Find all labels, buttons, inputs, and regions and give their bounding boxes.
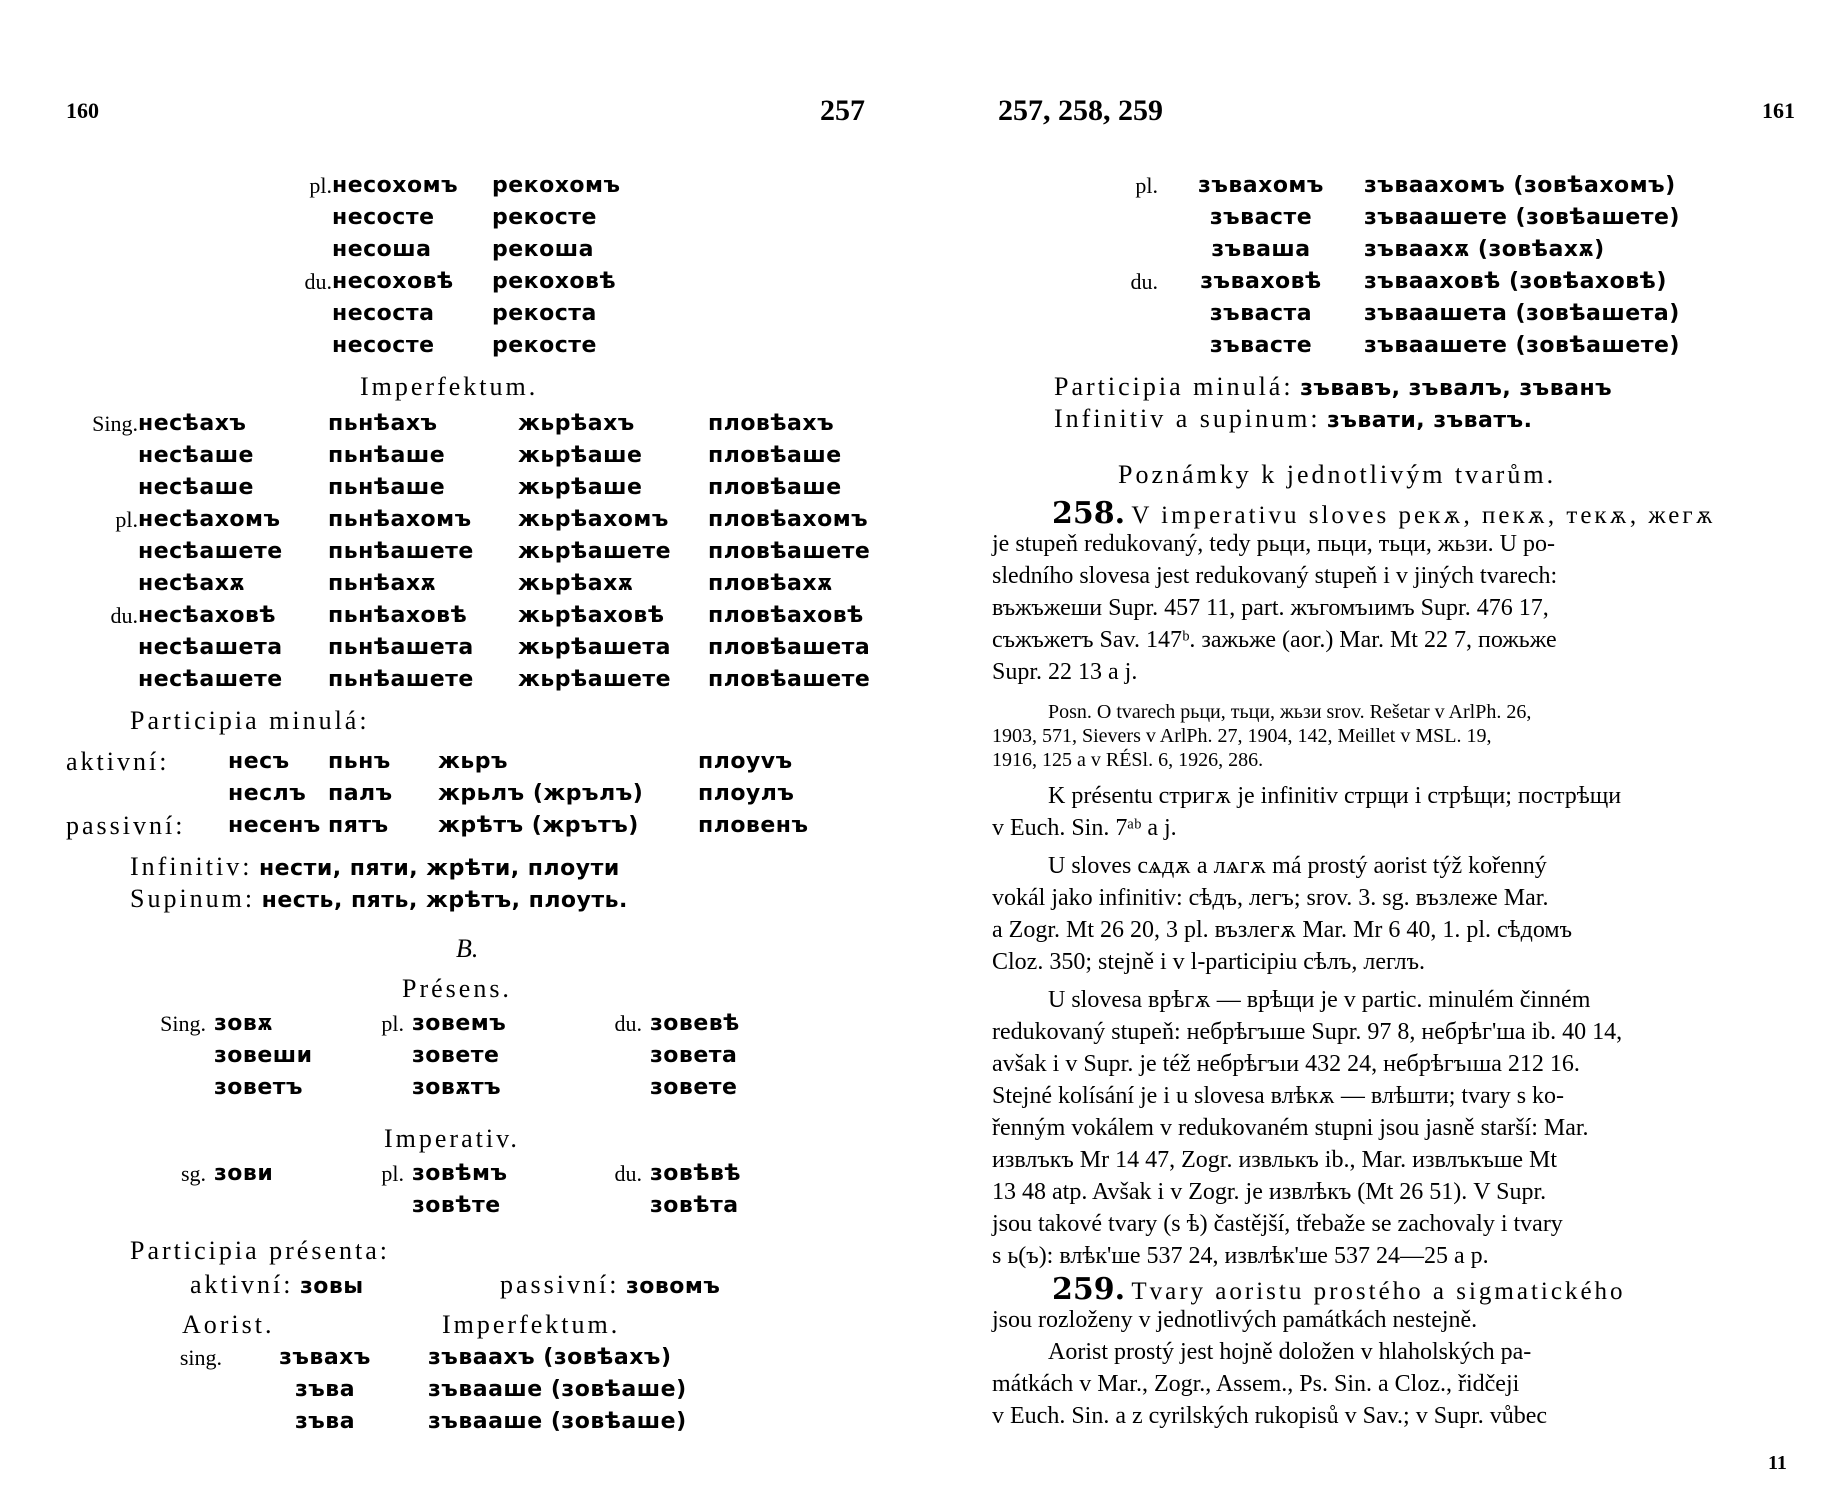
participia-label-right: Participia minulá: — [1054, 372, 1294, 401]
paragraph-u-slovesa — [992, 984, 1622, 1272]
row-label — [594, 1190, 642, 1222]
participia-forms-right: зъвавъ, зъвалъ, зъванъ — [1300, 376, 1613, 401]
row-label: du. — [110, 603, 138, 628]
text-line: vokál jako infinitiv: сѣдъ, легъ; srov. 3. sg. възлеже Mar. — [992, 885, 1549, 911]
text-line: Supr. 22 13 a j. — [992, 659, 1138, 685]
paragraph-259-first-line — [1052, 1272, 1626, 1307]
aorist-form: зъвахъ — [279, 1345, 371, 1370]
aktivni-form: несъ — [228, 749, 290, 774]
row-label — [272, 330, 332, 362]
row-label — [594, 1072, 642, 1104]
text-line: jsou takové tvary (s ѣ) častější, třebaže se zachovaly i tvary — [992, 1211, 1563, 1237]
imperfektum-form: несѣахомъ — [138, 507, 281, 532]
verb-form: зовета — [650, 1043, 738, 1068]
imperfektum-form: пловѣаше — [708, 443, 842, 468]
aorist-form: зъвасте — [1209, 333, 1313, 358]
paragraph-259-first-text: Tvary aoristu prostého a sigmatického — [1131, 1278, 1626, 1305]
text-line: 1903, 571, Sievers v ArlPh. 27, 1904, 142, Meillet v MSL. 19, — [992, 725, 1492, 747]
row-label: du. — [304, 269, 332, 294]
poznamky-heading: Poznámky k jednotlivým tvarům. — [1118, 460, 1557, 489]
paragraph-259-number: 259. — [1052, 1272, 1126, 1307]
row-label: sing. — [179, 1345, 222, 1370]
imperfektum-form: зъваашете (зовѣашете) — [1364, 205, 1680, 230]
section-b-heading: B. — [456, 934, 479, 963]
text-line: въжъжеши Supr. 457 11, part. жъгомъıимъ Supr. 476 17, — [992, 595, 1549, 621]
row-label: Sing. — [160, 1011, 206, 1036]
imperfektum-form: жьрѣахъ — [518, 411, 635, 436]
form-nesti: несосте — [332, 333, 435, 358]
presenta-passivni — [500, 1270, 720, 1300]
aorist-table-nesti — [272, 170, 652, 362]
row-label: pl. — [381, 1011, 404, 1036]
supinum-forms: несть, пять, жрѣтъ, плоуть. — [261, 888, 628, 913]
imperfektum-form: пьнѣаше — [328, 475, 446, 500]
row-label: du. — [614, 1011, 642, 1036]
infinitiv-line — [130, 852, 620, 882]
aorist-form: зъвасте — [1209, 205, 1313, 230]
aorist-form: зъваста — [1209, 301, 1313, 326]
verb-form: зовѣте — [412, 1193, 501, 1218]
imperativ-table — [160, 1158, 752, 1222]
row-label — [1102, 330, 1158, 362]
text-line: a Zogr. Mt 26 20, 3 pl. възлегѫ Mar. Mr 6 40, 1. pl. сѣдомъ — [992, 917, 1573, 943]
form-reshti: рекоша — [492, 237, 594, 262]
text-line: Posn. O tvarech рьци, тьци, жьзи srov. Rešetar v ArlPh. 26, — [1048, 701, 1532, 723]
imperfektum-form: пьнѣаховѣ — [328, 603, 468, 628]
paragraph-u-sloves — [992, 850, 1572, 978]
text-line: Stejné kolísání je i u slovesa влѣкѫ — влѣшти; tvary s ko- — [992, 1083, 1565, 1109]
zvati-table — [1102, 170, 1764, 362]
imperfektum-form: жьрѣаше — [518, 443, 643, 468]
imperfektum-form: зъвaахъ (зовѣахъ) — [428, 1345, 672, 1370]
aktivni-form: плоулъ — [698, 781, 795, 806]
presenta-aktivni — [190, 1270, 364, 1300]
participia-heading: Participia minulá: — [130, 706, 370, 735]
infinitiv-forms: нести, пяти, жрѣти, плоути — [258, 856, 620, 881]
aorist-form: зъваховѣ — [1200, 269, 1322, 294]
row-label: Sing. — [92, 411, 138, 436]
infinitiv-line-right — [1054, 404, 1533, 434]
passivni-form: пловенъ — [698, 813, 809, 838]
form-nesti: несоста — [332, 301, 435, 326]
imperfektum-form: несѣаше — [138, 443, 254, 468]
form-nesti: несохомъ — [332, 173, 459, 198]
text-line: Cloz. 350; stejně i v l-participiu сѣлъ, леглъ. — [992, 949, 1425, 975]
row-label — [1102, 234, 1158, 266]
row-label — [66, 440, 138, 472]
text-line: 1916, 125 a v RÉSl. 6, 1926, 286. — [992, 749, 1264, 771]
paragraph-k-presentu — [992, 780, 1621, 844]
imperfektum-form: несѣаше — [138, 475, 254, 500]
row-label — [66, 568, 138, 600]
aktivni-label: aktivní: — [66, 747, 170, 776]
text-line: извлъкъ Mr 14 47, Zogr. извлькъ ib., Mar. извлъкъше Mt — [992, 1147, 1558, 1173]
row-label: sg. — [180, 1161, 206, 1186]
imperfektum-table — [66, 408, 898, 696]
aorist-imperfektum-table — [150, 1342, 768, 1438]
presenta-passivni-label: passivní: — [500, 1270, 620, 1299]
row-label — [66, 472, 138, 504]
imperfektum-form: жьрѣахомъ — [518, 507, 669, 532]
row-label: du. — [614, 1161, 642, 1186]
row-label — [1102, 298, 1158, 330]
imperfektum-form: жьрѣаше — [518, 475, 643, 500]
imperfektum-form: пловѣашета — [708, 635, 871, 660]
imperfektum-form: пловѣашете — [708, 667, 871, 692]
text-line: K présentu стригѫ je infinitiv стрщи i стрѣщи; пострѣщи — [1048, 783, 1622, 809]
aorist-form: зъва — [294, 1377, 356, 1402]
infinitiv-label-right: Infinitiv a supinum: — [1054, 404, 1321, 433]
passivni-form: несенъ — [228, 813, 321, 838]
imperfektum-form: пловѣашете — [708, 539, 871, 564]
text-line: съжъжетъ Sav. 147ᵇ. зажьже (aor.) Mar. Mt 22 7, пожьже — [992, 627, 1557, 653]
infinitiv-label: Infinitiv: — [130, 852, 253, 881]
verb-form: зовѣта — [650, 1193, 739, 1218]
form-reshti: рекосте — [492, 205, 597, 230]
text-line: 13 48 atp. Avšak i v Zogr. je извлѣкъ (Mt 26 51). V Supr. — [992, 1179, 1547, 1205]
aorist-form: зъваша — [1211, 237, 1311, 262]
row-label: pl. — [115, 507, 138, 532]
text-line: jsou rozloženy v jednotlivých památkách nestejně. — [992, 1307, 1478, 1333]
text-line: řenným vokálem v redukovaném stupni jsou jasně starší: Mar. — [992, 1115, 1589, 1141]
presenta-aktivni-label: aktivní: — [190, 1270, 294, 1299]
aktivni-form: палъ — [328, 781, 393, 806]
infinitiv-forms-right: зъвати, зъватъ. — [1327, 408, 1533, 433]
row-label: pl. — [381, 1161, 404, 1186]
aktivni-form: плоуvъ — [698, 749, 793, 774]
text-line: U slovesa врѣгѫ — врѣщи je v partic. minulém činném — [1048, 987, 1591, 1013]
imperfektum-form: жьрѣашета — [518, 635, 671, 660]
paragraph-259-body — [992, 1304, 1547, 1432]
text-line: avšak i v Supr. je též небрѣгъıи 432 24, небрѣгъıша 212 16. — [992, 1051, 1580, 1077]
row-label — [272, 298, 332, 330]
presenta-passivni-form: зовомъ — [625, 1274, 721, 1299]
passivni-form: жрѣтъ (жрътъ) — [438, 813, 639, 838]
imperfektum-form: зъваaше (зовѣаше) — [428, 1409, 687, 1434]
verb-form — [206, 1190, 356, 1222]
verb-form: зовѣмъ — [412, 1161, 508, 1186]
imperfektum-form: зъваaше (зовѣаше) — [428, 1377, 687, 1402]
row-label: pl. — [309, 173, 332, 198]
participia-line-right — [1054, 372, 1612, 402]
text-line: U sloves сѧдѫ a лѧгѫ má prostý aorist týž kořenný — [1048, 853, 1547, 879]
form-reshti: рекоховѣ — [492, 269, 617, 294]
imperfektum-form: пловѣаше — [708, 475, 842, 500]
row-label: du. — [1130, 269, 1158, 294]
imperfektum-form: несѣахъ — [138, 411, 247, 436]
verb-form: зовемъ — [412, 1011, 507, 1036]
page-number-left: 160 — [66, 98, 99, 123]
row-label — [150, 1374, 222, 1406]
imperfektum-form: несѣаховѣ — [138, 603, 277, 628]
participia-presenta-heading: Participia présenta: — [130, 1236, 390, 1265]
text-line: mátkách v Mar., Zogr., Assem., Ps. Sin. a Cloz., řidčeji — [992, 1371, 1520, 1397]
presenta-aktivni-form: зовы — [299, 1274, 364, 1299]
row-label: pl. — [1135, 173, 1158, 198]
participia-table — [66, 746, 838, 842]
posn-note — [992, 700, 1531, 772]
row-label — [160, 1190, 206, 1222]
verb-form: зовѫ — [214, 1011, 273, 1036]
imperfektum-form: пьнѣахомъ — [328, 507, 472, 532]
aorist-heading: Aorist. — [182, 1310, 275, 1339]
row-label — [66, 536, 138, 568]
empty-cell — [66, 778, 228, 810]
imperfektum-form: пловѣаховѣ — [708, 603, 864, 628]
paragraph-258-number: 258. — [1052, 496, 1126, 531]
row-label — [272, 202, 332, 234]
imperfektum-form: пьнѣашета — [328, 635, 474, 660]
imperfektum-form: зъваашете (зовѣашете) — [1364, 333, 1680, 358]
presens-heading: Présens. — [402, 974, 512, 1003]
imperfektum-form: пьнѣашете — [328, 667, 474, 692]
verb-form: зоветъ — [214, 1075, 304, 1100]
form-nesti: несоховѣ — [332, 269, 454, 294]
presens-table — [134, 1008, 752, 1104]
text-line: v Euch. Sin. 7ᵃᵇ a j. — [992, 815, 1177, 841]
supinum-line — [130, 884, 628, 914]
paragraph-258-first-line — [1052, 496, 1716, 531]
verb-form: зовѫтъ — [412, 1075, 502, 1100]
imperfektum2-heading: Imperfektum. — [442, 1310, 621, 1339]
signature-mark: 11 — [1768, 1452, 1787, 1474]
form-reshti: рекохомъ — [492, 173, 621, 198]
row-label — [356, 1072, 404, 1104]
text-line: v Euch. Sin. a z cyrilských rukopisů v Sav.; v Supr. vůbec — [992, 1403, 1548, 1429]
text-line: je stupeň redukovaný, tedy рьци, пьци, тьци, жьзи. U po- — [992, 531, 1556, 557]
verb-form: зовеши — [214, 1043, 313, 1068]
row-label — [134, 1072, 206, 1104]
imperfektum-form: пьнѣахѫ — [328, 571, 437, 596]
verb-form: зовете — [412, 1043, 500, 1068]
imperfektum-form: пьнѣашете — [328, 539, 474, 564]
imperfektum-form: несѣахѫ — [138, 571, 246, 596]
imperfektum-form: жьрѣашете — [518, 539, 672, 564]
imperfektum-heading: Imperfektum. — [360, 372, 539, 401]
imperfektum-form: несѣашета — [138, 635, 283, 660]
aktivni-form: неслъ — [228, 781, 307, 806]
text-line: s ь(ъ): влѣк'ше 537 24, извлѣк'ше 537 24—25 a p. — [992, 1243, 1489, 1269]
row-label — [134, 1040, 206, 1072]
page-number-right: 161 — [1762, 98, 1795, 123]
passivni-form: пятъ — [328, 813, 389, 838]
row-label — [150, 1406, 222, 1438]
section-header-left: 257 — [820, 94, 865, 127]
right-page — [922, 0, 1844, 1500]
imperfektum-form: зъваашета (зовѣашета) — [1364, 301, 1680, 326]
imperfektum-form: несѣашете — [138, 667, 283, 692]
aorist-form: зъвахомъ — [1198, 173, 1324, 198]
imperfektum-form: жьрѣашете — [518, 667, 672, 692]
verb-form: зови — [214, 1161, 274, 1186]
aorist-form: зъва — [294, 1409, 356, 1434]
aktivni-form: пьнъ — [328, 749, 391, 774]
form-reshti: рекосте — [492, 333, 597, 358]
imperfektum-form: пловѣахѫ — [708, 571, 833, 596]
verb-form: зовевѣ — [650, 1011, 740, 1036]
imperfektum-form: зъвааховѣ (зовѣаховѣ) — [1364, 269, 1667, 294]
supinum-label: Supinum: — [130, 884, 256, 913]
row-label — [272, 234, 332, 266]
row-label — [356, 1190, 404, 1222]
imperfektum-form: пловѣахомъ — [708, 507, 869, 532]
aktivni-form: жьръ — [438, 749, 509, 774]
aktivni-form: жрьлъ (жрълъ) — [438, 781, 644, 806]
passivni-label: passivní: — [66, 811, 186, 840]
row-label — [66, 664, 138, 696]
section-header-right: 257, 258, 259 — [998, 94, 1163, 127]
imperfektum-form: зъваахѫ (зовѣахѫ) — [1364, 237, 1605, 262]
paragraph-258-body — [992, 528, 1557, 688]
verb-form: зовете — [650, 1075, 738, 1100]
form-reshti: рекоста — [492, 301, 597, 326]
imperfektum-form: жьрѣаховѣ — [518, 603, 665, 628]
imperfektum-form: жьрѣахѫ — [518, 571, 634, 596]
row-label — [594, 1040, 642, 1072]
text-line: sledního slovesa jest redukovaný stupeň i v jiných tvarech: — [992, 563, 1558, 589]
imperfektum-form: пьнѣахъ — [328, 411, 438, 436]
text-line: Aorist prostý jest hojně doložen v hlaholských pa- — [1048, 1339, 1532, 1365]
text-line: redukovaný stupeň: небрѣгъıше Supr. 97 8, небрѣг'ша ib. 40 14, — [992, 1019, 1623, 1045]
form-nesti: несосте — [332, 205, 435, 230]
imperfektum-form: пьнѣаше — [328, 443, 446, 468]
form-nesti: несоша — [332, 237, 432, 262]
row-label — [356, 1040, 404, 1072]
imperativ-heading: Imperativ. — [384, 1124, 520, 1153]
paragraph-258-first-text: V imperativu sloves рекѫ, пекѫ, текѫ, жегѫ — [1131, 502, 1716, 529]
row-label — [1102, 202, 1158, 234]
imperfektum-form: пловѣахъ — [708, 411, 835, 436]
imperfektum-form: зъваахомъ (зовѣахомъ) — [1364, 173, 1676, 198]
row-label — [66, 632, 138, 664]
imperfektum-form: несѣашете — [138, 539, 283, 564]
verb-form: зовѣвѣ — [650, 1161, 742, 1186]
